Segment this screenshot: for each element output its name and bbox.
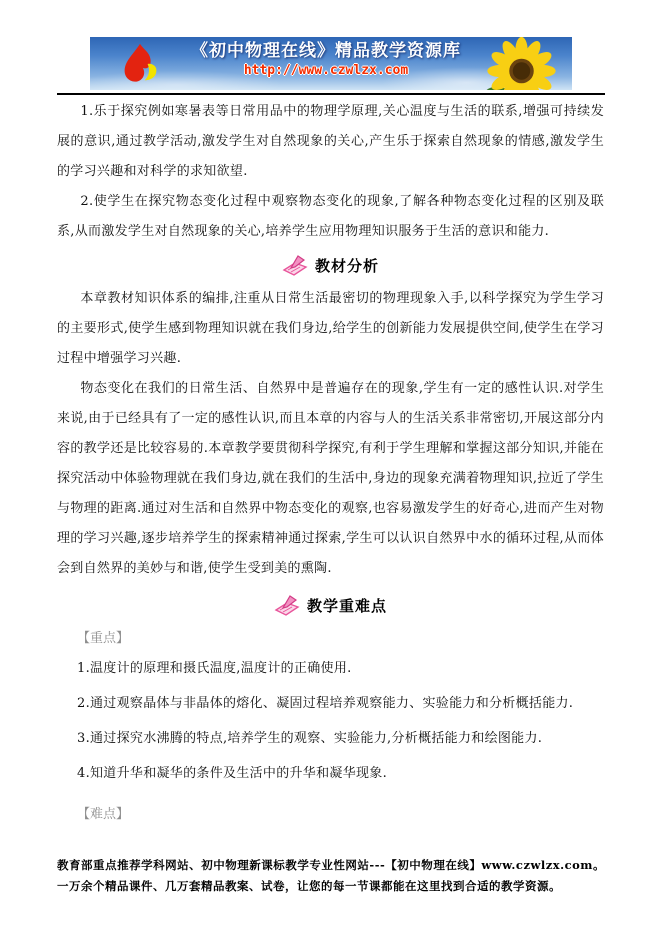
site-banner <box>90 37 572 90</box>
key-points-label: 【重点】 <box>77 631 130 646</box>
document-body <box>57 97 604 830</box>
key-point-item: 3.通过探究水沸腾的特点,培养学生的观察、实验能力,分析概括能力和绘图能力. <box>77 731 543 746</box>
site-logo-icon <box>116 41 162 87</box>
banner-text <box>170 40 482 79</box>
section-heading-material-analysis <box>57 252 604 280</box>
writing-hand-icon <box>282 255 308 278</box>
key-point-item: 1.温度计的原理和摄氏温度,温度计的正确使用. <box>77 661 352 676</box>
difficult-points-label: 【难点】 <box>77 807 130 822</box>
paragraph-goal-2: 2.使学生在探究物态变化过程中观察物态变化的现象,了解各种物态变化过程的区别及联系,从而激发学生对自然现象的关心,培养学生应用物理知识服务于生活的意识和能力. <box>57 194 604 239</box>
sunflower-icon <box>480 37 556 90</box>
paragraph-goal-1: 1.乐于探究例如寒暑表等日常用品中的物理学原理,关心温度与生活的联系,增强可持续发展的意识,通过教学活动,激发学生对自然现象的关心,产生乐于探索自然现象的情感,激发学生的学习兴趣和对科学的求知欲望. <box>57 104 604 179</box>
banner-title: 《初中物理在线》精品教学资源库 <box>191 41 461 61</box>
divider-line <box>57 93 605 95</box>
key-point-item: 2.通过观察晶体与非晶体的熔化、凝固过程培养观察能力、实验能力和分析概括能力. <box>77 696 574 711</box>
heading-label: 教材分析 <box>314 257 379 275</box>
heading-label: 教学重难点 <box>306 597 387 615</box>
key-point-item: 4.知道升华和凝华的条件及生活中的升华和凝华现象. <box>77 766 388 781</box>
section-heading-key-points <box>57 592 604 620</box>
paragraph-analysis-1: 本章教材知识体系的编排,注重从日常生活最密切的物理现象入手,以科学探究为学生学习的主要形式,使学生感到物理知识就在我们身边,给学生的创新能力发展提供空间,使学生在学习过程中增强学习兴趣. <box>57 291 604 366</box>
banner-url: http://www.czwlzx.com <box>243 63 409 78</box>
writing-hand-icon <box>274 595 300 618</box>
paragraph-analysis-2: 物态变化在我们的日常生活、自然界中是普遍存在的现象,学生有一定的感性认识.对学生来说,由于已经具有了一定的感性认识,而且本章的内容与人的生活关系非常密切,开展这部分内容的教学还是比较容易的.本章教学要贯彻科学探究,有利于学生理解和掌握这部分知识,并能在探究活动中体验物理就在我们身边,就在我们的生活中,身边的现象充满着物理知识,拉近了学生与物理的距离.通过对生活和自然界中物态变化的观察,也容易激发学生的好奇心,进而产生对物理的学习兴趣,逐步培养学生的探索精神通过探索,学生可以认识自然界中水的循环过程,从而体会到自然界的美妙与和谐,使学生受到美的熏陶. <box>57 381 604 576</box>
footer-promo-text: 教育部重点推荐学科网站、初中物理新课标教学专业性网站---【初中物理在线】www.czwlzx.com。 一万余个精品课件、几万套精品教案、试卷，让您的每一节课都能在这里找到合适的教学资源。 <box>57 858 605 893</box>
